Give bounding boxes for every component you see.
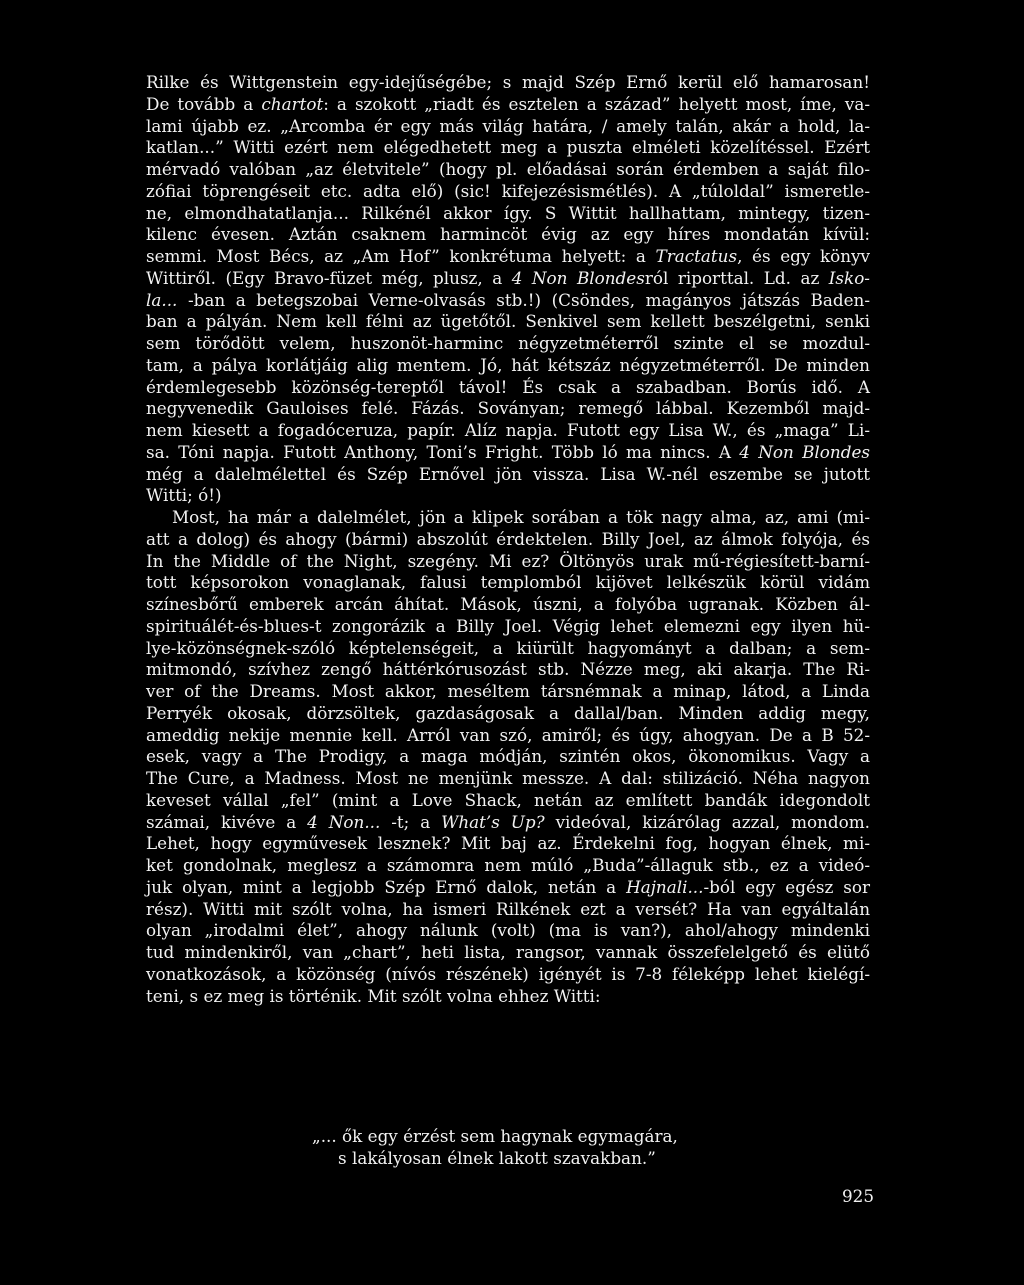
text-line: Wittiről. (Egy Bravo-füzet még, plusz, a 4 Non Blondesról riporttal. Ld. az Isko-: [146, 267, 870, 288]
text-line: katlan...” Witti ezért nem elégedhetett meg a puszta elméleti közelítéssel. Ezért: [146, 137, 870, 158]
text-line: The Cure, a Madness. Most ne menjünk messze. A dal: stilizáció. Néha nagyon: [146, 768, 870, 788]
text-line: att a dolog) és ahogy (bármi) abszolút érdektelen. Billy Joel, az álmok folyója, és: [146, 528, 870, 549]
text-line: esek, vagy a The Prodigy, a maga módján, szintén okos, ökonomikus. Vagy a: [146, 746, 870, 767]
text-line: még a dalelmélettel és Szép Ernővel jön vissza. Lisa W.-nél eszembe se jutott: [146, 463, 870, 484]
poem-quote: [312, 1125, 678, 1169]
text-line: mitmondó, szívhez zengő háttérkórusozást stb. Nézze meg, aki akarja. The Ri-: [146, 659, 870, 680]
text-line: ne, elmondhatatlanja... Rilkénél akkor így. S Wittit hallhattam, mintegy, tizen-: [146, 202, 870, 223]
text-line: rész). Witti mit szólt volna, ha ismeri Rilkének ezt a versét? Ha van egyáltalán: [146, 898, 870, 919]
text-line: lye-közönségnek-szóló képtelenségeit, a kiürült hagyományt a dalban; a sem-: [146, 637, 870, 658]
text-line: számai, kivéve a 4 Non... -t; a What’s Up? videóval, kizárólag azzal, mondom.: [146, 811, 871, 832]
text-line: teni, s ez meg is történik. Mit szólt volna ehhez Witti:: [146, 985, 601, 1006]
page-number: 925: [841, 1186, 874, 1206]
text-line: ver of the Dreams. Most akkor, meséltem társnémnak a minap, látod, a Linda: [146, 681, 870, 701]
text-line: olyan „irodalmi élet”, ahogy nálunk (volt) (ma is van?), ahol/ahogy mindenki: [146, 920, 870, 941]
text-line: nem kiesett a fogadóceruza, papír. Alíz napja. Futott egy Lisa W., és „maga” Li-: [146, 420, 870, 440]
text-line: vonatkozások, a közönség (nívós részének) igényét is 7-8 féleképp lehet kielégí-: [146, 963, 870, 984]
text-line: juk olyan, mint a legjobb Szép Ernő dalok, netán a Hajnali...-ból egy egész sor: [146, 876, 870, 897]
quote-line-2: s lakályosan élnek lakott szavakban.”: [338, 1147, 656, 1168]
text-line: tam, a pálya korlátjáig alig mentem. Jó, hát kétszáz négyzetméterről. De minden: [146, 354, 870, 375]
text-line: semmi. Most Bécs, az „Am Hof” konkrétuma helyett: a Tractatus, és egy könyv: [146, 246, 871, 266]
text-line: lami újabb ez. „Arcomba ér egy más világ határa, / amely talán, akár a hold, la-: [146, 115, 870, 136]
text-line: Perryék okosak, dörzsöltek, gazdaságosak a dallal/ban. Minden addig megy,: [146, 702, 870, 723]
text-line: kilenc évesen. Aztán csaknem harmincöt évig az egy híres mondatán kívül:: [146, 224, 870, 245]
text-line: mérvadó valóban „az életvitele” (hogy pl. előadásai során érdemben a saját filo-: [146, 159, 870, 179]
text-line: Lehet, hogy egyművesek lesznek? Mit baj az. Érdekelni fog, hogyan élnek, mi-: [146, 833, 870, 854]
text-line: érdemlegesebb közönség-tereptől távol! És csak a szabadban. Borús idő. A: [146, 376, 870, 397]
quote-line-1: „... ők egy érzést sem hagynak egymagára,: [312, 1126, 678, 1146]
text-line: Witti; ó!): [146, 485, 222, 506]
body-text: [146, 72, 870, 1007]
text-line: Rilke és Wittgenstein egy-idejűségébe; s majd Szép Ernő kerül elő hamarosan!: [146, 72, 870, 92]
text-line: tud mindenkiről, van „chart”, heti lista, rangsor, vannak összefelelgető és elütő: [146, 942, 870, 962]
text-line: negyvenedik Gauloises felé. Fázás. Soványan; remegő lábbal. Kezemből majd-: [146, 398, 870, 419]
text-line: keveset vállal „fel” (mint a Love Shack, netán az említett bandák idegondolt: [146, 789, 870, 810]
text-line: zófiai töprengéseit etc. adta elő) (sic! kifejezésismétlés). A „túloldal” ismeretle-: [146, 180, 870, 201]
text-line: De tovább a chartot: a szokott „riadt és esztelen a század” helyett most, íme, va-: [146, 93, 870, 114]
text-line: színesbőrű emberek arcán áhítat. Mások, úszni, a folyóba ugranak. Közben ál-: [146, 594, 870, 614]
text-line: la... -ban a betegszobai Verne-olvasás stb.!) (Csöndes, magányos játszás Baden-: [146, 289, 870, 310]
text-line: ban a pályán. Nem kell félni az ügetőtől. Senkivel sem kellett beszélgetni, senki: [146, 311, 870, 332]
text-line: In the Middle of the Night, szegény. Mi ez? Öltönyös urak mű-régiesített-barní-: [146, 550, 870, 571]
text-line: ket gondolnak, meglesz a számomra nem múló „Buda”-állaguk stb., ez a videó-: [146, 855, 870, 875]
text-line: ameddig nekije mennie kell. Arról van szó, amiről; és úgy, ahogyan. De a B 52-: [146, 724, 870, 745]
text-line: sa. Tóni napja. Futott Anthony, Toni’s Fright. Több ló ma nincs. A 4 Non Blondes: [146, 441, 870, 462]
text-line: tott képsorokon vonaglanak, falusi templomból kijövet lelkészük körül vidám: [146, 572, 870, 593]
text-line: Most, ha már a dalelmélet, jön a klipek sorában a tök nagy alma, az, ami (mi-: [172, 507, 870, 527]
text-line: spirituálét-és-blues-t zongorázik a Billy Joel. Végig lehet elemezni egy ilyen hü-: [146, 615, 870, 636]
text-line: sem törődött velem, huszonöt-harminc négyzetméterről szinte el se mozdul-: [146, 333, 870, 353]
